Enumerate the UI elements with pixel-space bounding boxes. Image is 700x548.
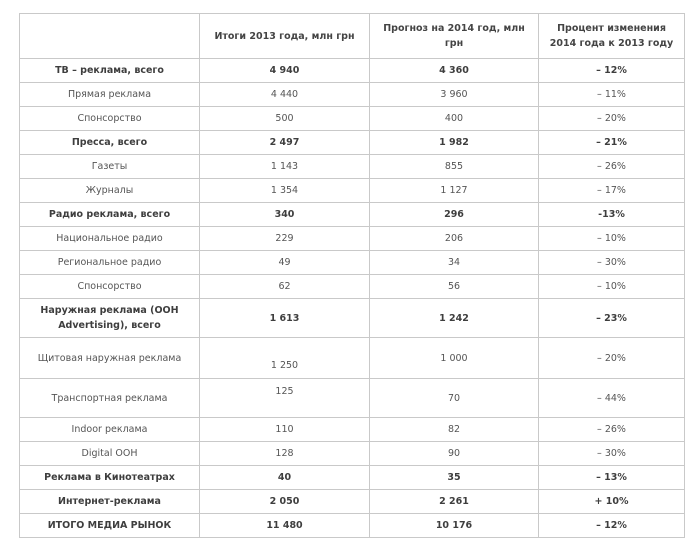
value-2013-cell: 1 613 — [200, 299, 370, 338]
category-cell: Пресса, всего — [20, 131, 200, 155]
category-cell: Прямая реклама — [20, 83, 200, 107]
change-cell: -13% — [539, 203, 685, 227]
table-row — [20, 442, 685, 466]
table-row — [20, 107, 685, 131]
change-cell: – 21% — [539, 131, 685, 155]
value-2014-cell: 206 — [370, 227, 539, 251]
value-2014-cell: 1 000 — [370, 338, 539, 379]
change-cell: – 10% — [539, 227, 685, 251]
value-2014-cell: 1 242 — [370, 299, 539, 338]
table-row — [20, 155, 685, 179]
value-2013-cell: 1 354 — [200, 179, 370, 203]
value-2014-cell: 296 — [370, 203, 539, 227]
table-row — [20, 179, 685, 203]
value-2013-cell: 49 — [200, 251, 370, 275]
value-2013-cell: 4 940 — [200, 59, 370, 83]
change-cell: – 12% — [539, 59, 685, 83]
value-2013-cell: 62 — [200, 275, 370, 299]
category-cell: Реклама в Кинотеатрах — [20, 466, 200, 490]
value-2013-cell: 340 — [200, 203, 370, 227]
change-cell: – 23% — [539, 299, 685, 338]
change-cell: – 17% — [539, 179, 685, 203]
category-cell: Спонсорство — [20, 275, 200, 299]
category-cell: Интернет-реклама — [20, 490, 200, 514]
change-cell: + 10% — [539, 490, 685, 514]
change-cell: – 10% — [539, 275, 685, 299]
table-row — [20, 490, 685, 514]
category-cell: Национальное радио — [20, 227, 200, 251]
value-2014-cell: 90 — [370, 442, 539, 466]
change-cell: – 20% — [539, 338, 685, 379]
header-cell-2014: Прогноз на 2014 год, млн грн — [370, 14, 539, 59]
table-row — [20, 227, 685, 251]
header-cell-2013: Итоги 2013 года, млн грн — [200, 14, 370, 59]
value-2014-cell: 1 127 — [370, 179, 539, 203]
category-cell: Indoor реклама — [20, 418, 200, 442]
value-2013-cell: 1 250 — [200, 338, 370, 379]
table-row — [20, 251, 685, 275]
value-2013-cell: 11 480 — [200, 514, 370, 538]
category-cell: Спонсорство — [20, 107, 200, 131]
value-2014-cell: 82 — [370, 418, 539, 442]
value-2013-cell: 128 — [200, 442, 370, 466]
value-2013-cell: 229 — [200, 227, 370, 251]
category-cell: Наружная реклама (OOH Advertising), всего — [20, 299, 200, 338]
value-2014-cell: 70 — [370, 379, 539, 418]
category-cell: ТВ – реклама, всего — [20, 59, 200, 83]
value-2013-cell: 2 497 — [200, 131, 370, 155]
media-market-table-container — [19, 13, 684, 538]
value-2013-cell: 500 — [200, 107, 370, 131]
value-2014-cell: 34 — [370, 251, 539, 275]
value-2014-cell: 10 176 — [370, 514, 539, 538]
change-cell: – 11% — [539, 83, 685, 107]
change-cell: – 12% — [539, 514, 685, 538]
value-2014-cell: 3 960 — [370, 83, 539, 107]
table-row — [20, 299, 685, 338]
change-cell: – 44% — [539, 379, 685, 418]
category-cell: ИТОГО МЕДИА РЫНОК — [20, 514, 200, 538]
category-cell: Транспортная реклама — [20, 379, 200, 418]
change-cell: – 30% — [539, 251, 685, 275]
change-cell: – 26% — [539, 418, 685, 442]
value-2014-cell: 400 — [370, 107, 539, 131]
table-row — [20, 275, 685, 299]
change-cell: – 13% — [539, 466, 685, 490]
value-2014-cell: 35 — [370, 466, 539, 490]
value-2014-cell: 1 982 — [370, 131, 539, 155]
table-row — [20, 514, 685, 538]
table-header-row — [20, 14, 685, 59]
value-2013-cell: 2 050 — [200, 490, 370, 514]
table-row — [20, 131, 685, 155]
category-cell: Радио реклама, всего — [20, 203, 200, 227]
change-cell: – 26% — [539, 155, 685, 179]
value-2013-cell: 4 440 — [200, 83, 370, 107]
table-row — [20, 83, 685, 107]
header-cell-category — [20, 14, 200, 59]
value-2014-cell: 56 — [370, 275, 539, 299]
value-2013-cell: 40 — [200, 466, 370, 490]
category-cell: Щитовая наружная реклама — [20, 338, 200, 379]
table-row — [20, 203, 685, 227]
value-2014-cell: 4 360 — [370, 59, 539, 83]
table-row — [20, 379, 685, 418]
change-cell: – 30% — [539, 442, 685, 466]
value-2014-cell: 855 — [370, 155, 539, 179]
category-cell: Газеты — [20, 155, 200, 179]
header-cell-change: Процент изменения 2014 года к 2013 году — [539, 14, 685, 59]
value-2014-cell: 2 261 — [370, 490, 539, 514]
category-cell: Digital OOH — [20, 442, 200, 466]
value-2013-cell: 125 — [200, 379, 370, 418]
change-cell: – 20% — [539, 107, 685, 131]
value-2013-cell: 110 — [200, 418, 370, 442]
value-2013-cell: 1 143 — [200, 155, 370, 179]
category-cell: Журналы — [20, 179, 200, 203]
media-market-table — [19, 13, 685, 538]
table-row — [20, 418, 685, 442]
table-row — [20, 59, 685, 83]
table-row — [20, 338, 685, 379]
table-row — [20, 466, 685, 490]
category-cell: Региональное радио — [20, 251, 200, 275]
